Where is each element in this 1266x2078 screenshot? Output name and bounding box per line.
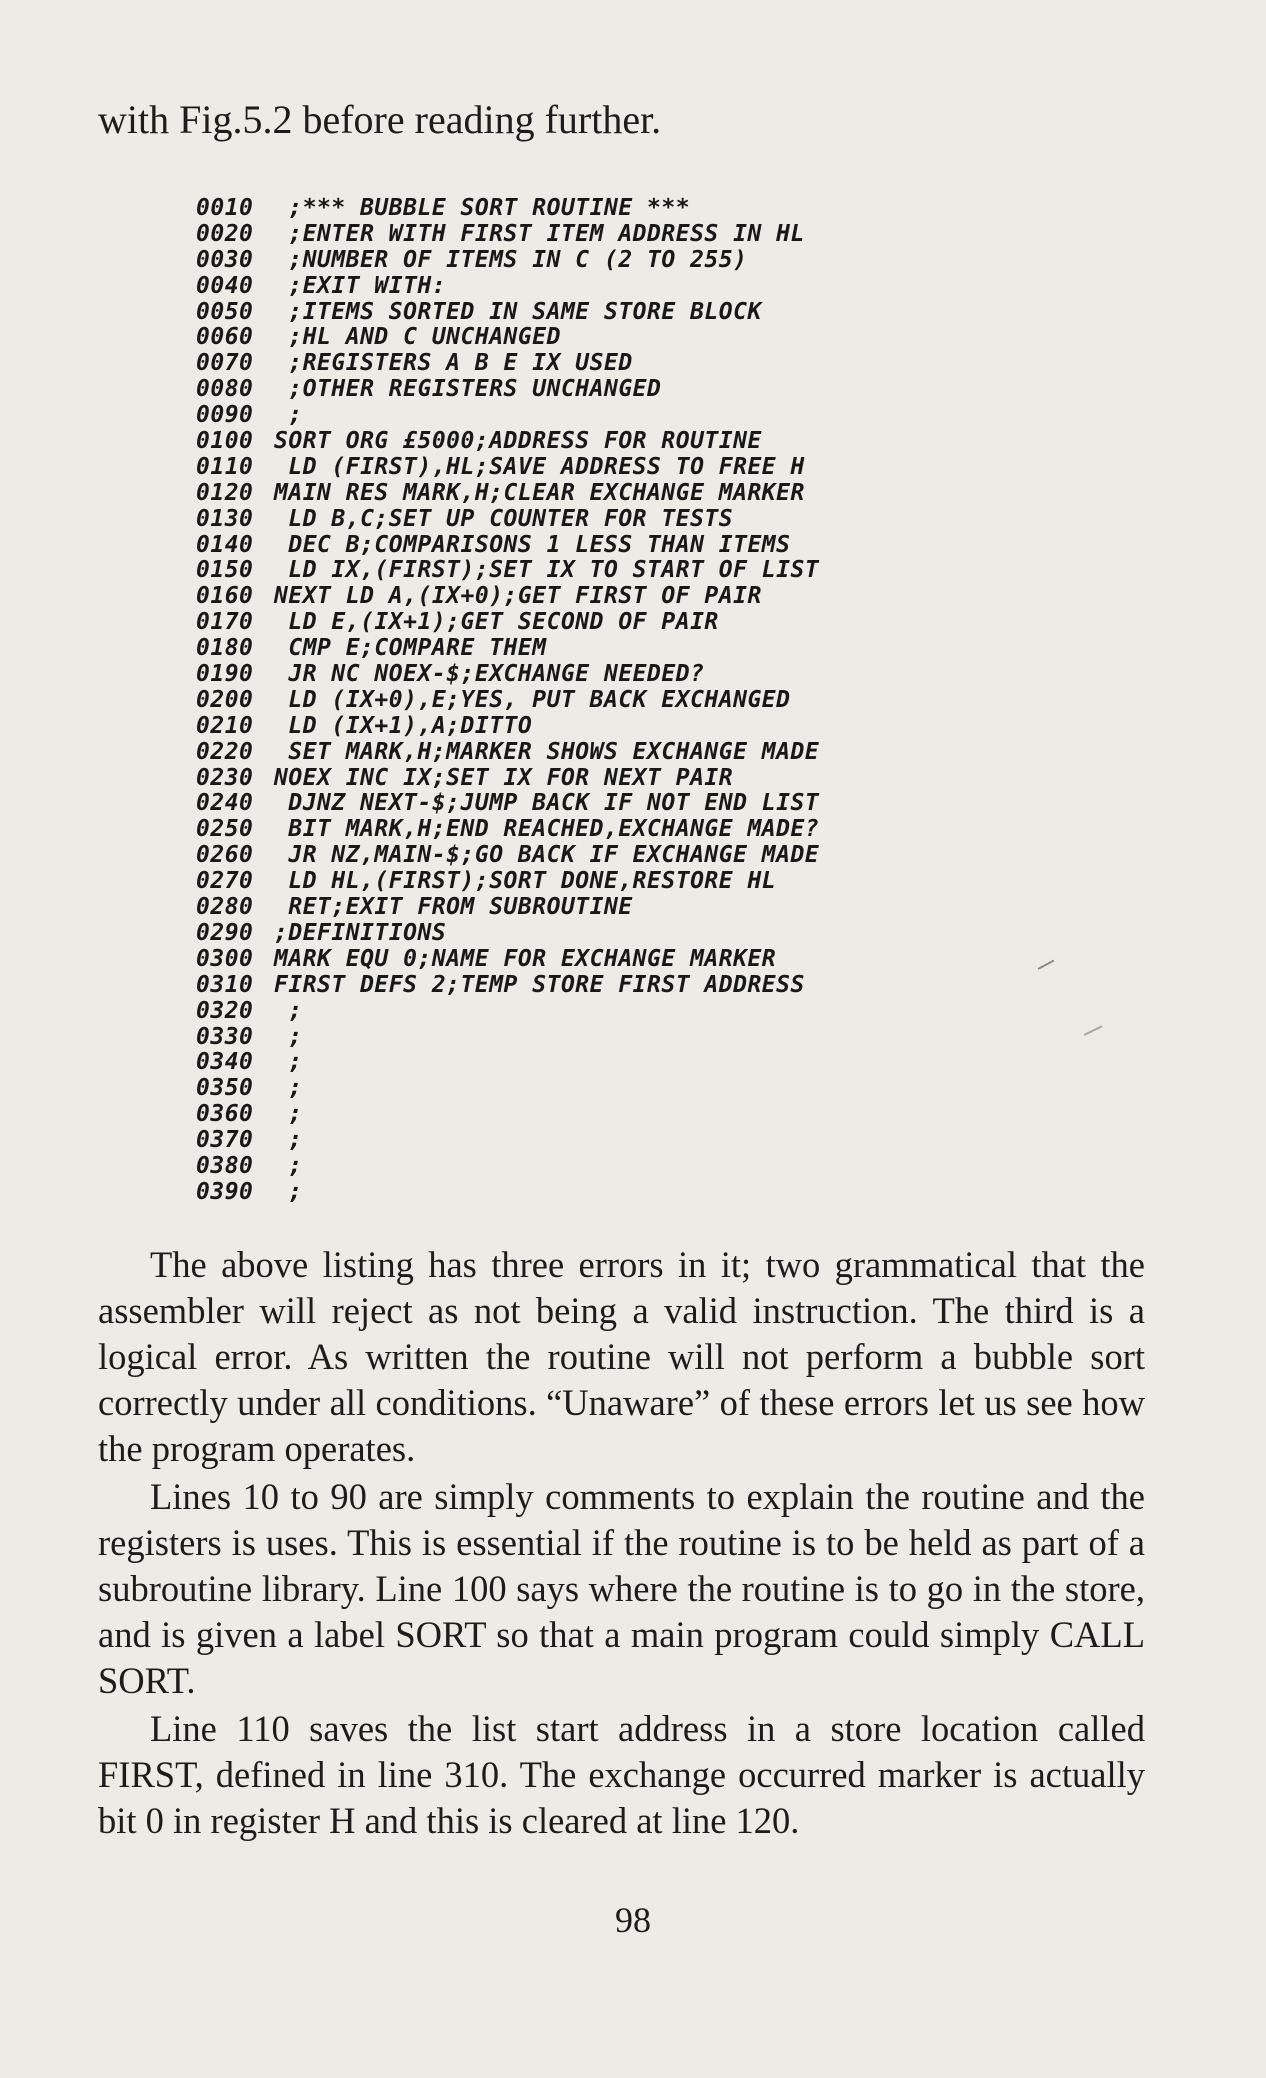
line-number: 0080 [196, 376, 254, 403]
line-number: 0390 [196, 1178, 254, 1205]
listing-row [196, 351, 916, 377]
line-number: 0250 [196, 816, 254, 843]
code-text: LD (IX+1),A;DITTO [274, 712, 533, 739]
listing-row [196, 377, 916, 403]
line-number: 0380 [196, 1152, 254, 1179]
code-text: LD (FIRST),HL;SAVE ADDRESS TO FREE H [274, 453, 805, 480]
code-text: ;HL AND C UNCHANGED [274, 324, 561, 351]
listing-row [196, 740, 916, 766]
line-number: 0030 [196, 246, 254, 273]
line-number: 0150 [196, 557, 254, 584]
line-number: 0240 [196, 790, 254, 817]
listing-row [196, 766, 916, 792]
listing-row [196, 947, 916, 973]
line-number: 0370 [196, 1127, 254, 1154]
listing-row [196, 584, 916, 610]
listing-row [196, 1102, 916, 1128]
code-text: ; [274, 1127, 303, 1154]
listing-row [196, 558, 916, 584]
code-text: ;REGISTERS A B E IX USED [274, 350, 633, 377]
listing-row [196, 274, 916, 300]
code-text: FIRST DEFS 2;TEMP STORE FIRST ADDRESS [274, 971, 805, 998]
line-number: 0300 [196, 945, 254, 972]
line-number: 0220 [196, 738, 254, 765]
code-text: BIT MARK,H;END REACHED,EXCHANGE MADE? [274, 816, 820, 843]
listing-row [196, 1076, 916, 1102]
code-text: ;ITEMS SORTED IN SAME STORE BLOCK [274, 298, 762, 325]
line-number: 0020 [196, 220, 254, 247]
code-text: DJNZ NEXT-$;JUMP BACK IF NOT END LIST [274, 790, 820, 817]
line-number: 0360 [196, 1101, 254, 1128]
code-text: LD (IX+0),E;YES, PUT BACK EXCHANGED [274, 686, 791, 713]
line-number: 0200 [196, 686, 254, 713]
line-number: 0100 [196, 428, 254, 455]
line-number: 0350 [196, 1075, 254, 1102]
line-number: 0160 [196, 583, 254, 610]
code-text: MARK EQU 0;NAME FOR EXCHANGE MARKER [274, 945, 777, 972]
listing-row [196, 481, 916, 507]
code-text: ;NUMBER OF ITEMS IN C (2 TO 255) [274, 246, 748, 273]
line-number: 0120 [196, 479, 254, 506]
line-number: 0180 [196, 635, 254, 662]
code-text: NOEX INC IX;SET IX FOR NEXT PAIR [274, 764, 734, 791]
code-text: NEXT LD A,(IX+0);GET FIRST OF PAIR [274, 583, 762, 610]
code-text: ; [274, 1101, 303, 1128]
listing-row [196, 429, 916, 455]
code-text: ; [274, 402, 303, 429]
listing-row [196, 999, 916, 1025]
code-text: SORT ORG £5000;ADDRESS FOR ROUTINE [274, 428, 762, 455]
line-number: 0310 [196, 971, 254, 998]
listing-row [196, 921, 916, 947]
listing-row [196, 973, 916, 999]
listing-row [196, 455, 916, 481]
paragraph: Lines 10 to 90 are simply comments to explain the routine and the registers is uses. This is essential if the routine is to be held as part of a subroutine library. Line 100 says where the routine is to go in the store, and is given a label SORT so that a main program could simply CALL SORT. [98, 1476, 1145, 1701]
code-text: ; [274, 1178, 303, 1205]
listing-row [196, 507, 916, 533]
code-text: ; [274, 1075, 303, 1102]
pencil-mark [1084, 1025, 1103, 1035]
code-text: DEC B;COMPARISONS 1 LESS THAN ITEMS [274, 531, 791, 558]
code-text: SET MARK,H;MARKER SHOWS EXCHANGE MADE [274, 738, 820, 765]
code-text: LD E,(IX+1);GET SECOND OF PAIR [274, 609, 719, 636]
listing-row [196, 196, 916, 222]
line-number: 0230 [196, 764, 254, 791]
line-number: 0290 [196, 919, 254, 946]
listing-row [196, 636, 916, 662]
line-number: 0050 [196, 298, 254, 325]
listing-row [196, 300, 916, 326]
line-number: 0010 [196, 195, 254, 221]
listing-row [196, 248, 916, 274]
paragraph: The above listing has three errors in it; two grammatical that the assembler will reject as not being a valid instruction. The third is a logical error. As written the routine will not perform a bubble sort correctly under all conditions. “Unaware” of these errors let us see how the program operates. [98, 1244, 1145, 1469]
code-text: ;*** BUBBLE SORT ROUTINE *** [274, 195, 691, 221]
listing-row [196, 325, 916, 351]
listing-row [196, 533, 916, 559]
listing-row [196, 1025, 916, 1051]
code-text: ;ENTER WITH FIRST ITEM ADDRESS IN HL [274, 220, 805, 247]
code-text: JR NC NOEX-$;EXCHANGE NEEDED? [274, 661, 705, 688]
listing-row [196, 1154, 916, 1180]
line-number: 0190 [196, 661, 254, 688]
line-number: 0330 [196, 1023, 254, 1050]
code-text: ;OTHER REGISTERS UNCHANGED [274, 376, 662, 403]
code-text: RET;EXIT FROM SUBROUTINE [274, 894, 633, 921]
code-text: CMP E;COMPARE THEM [274, 635, 547, 662]
line-number: 0210 [196, 712, 254, 739]
listing-row [196, 403, 916, 429]
code-text: ; [274, 1152, 303, 1179]
code-text: ; [274, 997, 303, 1024]
listing-row [196, 662, 916, 688]
listing-row [196, 895, 916, 921]
line-number: 0070 [196, 350, 254, 377]
line-number: 0040 [196, 272, 254, 299]
line-number: 0280 [196, 894, 254, 921]
code-text: MAIN RES MARK,H;CLEAR EXCHANGE MARKER [274, 479, 805, 506]
line-number: 0110 [196, 453, 254, 480]
line-number: 0170 [196, 609, 254, 636]
line-number: 0130 [196, 505, 254, 532]
intro-line: with Fig.5.2 before reading further. [98, 97, 662, 142]
page-number: 98 [615, 1900, 651, 1940]
code-text: LD B,C;SET UP COUNTER FOR TESTS [274, 505, 734, 532]
body-text [98, 1242, 1145, 1846]
listing-row [196, 869, 916, 895]
code-text: JR NZ,MAIN-$;GO BACK IF EXCHANGE MADE [274, 842, 820, 869]
line-number: 0320 [196, 997, 254, 1024]
listing-row [196, 1050, 916, 1076]
pencil-mark [1038, 960, 1055, 970]
code-text: ;DEFINITIONS [274, 919, 447, 946]
code-text: ; [274, 1049, 303, 1076]
code-text: ;EXIT WITH: [274, 272, 447, 299]
listing-row [196, 791, 916, 817]
line-number: 0140 [196, 531, 254, 558]
code-text: ; [274, 1023, 303, 1050]
listing-row [196, 688, 916, 714]
assembly-listing [196, 196, 916, 1206]
paragraph: Line 110 saves the list start address in a store location called FIRST, defined in line 310. The exchange occurred marker is actually bit 0 in register H and this is cleared at line 120. [98, 1708, 1145, 1841]
line-number: 0340 [196, 1049, 254, 1076]
line-number: 0060 [196, 324, 254, 351]
line-number: 0090 [196, 402, 254, 429]
listing-row [196, 817, 916, 843]
code-text: LD HL,(FIRST);SORT DONE,RESTORE HL [274, 868, 777, 895]
line-number: 0260 [196, 842, 254, 869]
listing-row [196, 714, 916, 740]
listing-row [196, 843, 916, 869]
code-text: LD IX,(FIRST);SET IX TO START OF LIST [274, 557, 820, 584]
listing-row [196, 1128, 916, 1154]
listing-row [196, 1180, 916, 1206]
listing-row [196, 610, 916, 636]
line-number: 0270 [196, 868, 254, 895]
listing-row [196, 222, 916, 248]
